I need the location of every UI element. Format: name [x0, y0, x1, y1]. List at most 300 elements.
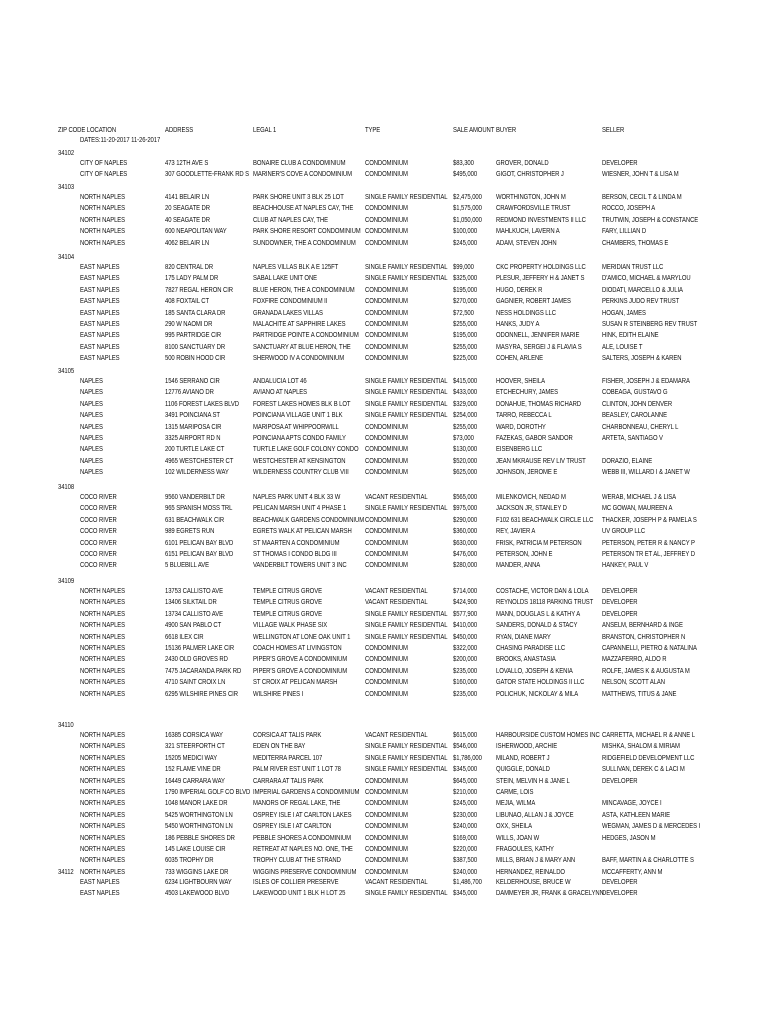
sale-amount-cell: $73,000: [453, 433, 474, 442]
seller-cell: BAFF, MARTIN A & CHARLOTTE S: [602, 855, 694, 865]
legal-cell: RETREAT AT NAPLES NO. ONE, THE: [253, 844, 353, 853]
type-cell: CONDOMINIUM: [365, 169, 408, 179]
type-cell: CONDOMINIUM: [365, 467, 408, 477]
sale-amount-cell: $195,000: [453, 284, 478, 294]
location-cell: EAST NAPLES: [80, 262, 120, 271]
address-cell: 995 PARTRIDGE CIR: [165, 330, 222, 340]
location-cell: COCO RIVER: [80, 560, 117, 570]
legal-cell: OSPREY ISLE I AT CARLTON: [253, 821, 332, 831]
legal-cell: POINCIANA VILLAGE UNIT 1 BLK: [253, 410, 343, 420]
seller-cell: DEVELOPER: [602, 888, 638, 898]
location-cell: NORTH NAPLES: [80, 654, 126, 664]
location-cell: NORTH NAPLES: [80, 203, 126, 213]
legal-cell: MARIPOSA AT WHIPPOORWILL: [253, 421, 339, 431]
zip-code-heading: 34104: [58, 252, 75, 261]
sale-amount-cell: $240,000: [453, 866, 478, 876]
buyer-cell: LIBUNAO, ALLAN J & JOYCE: [496, 809, 574, 819]
type-cell: CONDOMINIUM: [365, 798, 408, 808]
buyer-cell: EISENBERG LLC: [496, 444, 543, 454]
location-cell: NORTH NAPLES: [80, 741, 126, 751]
type-cell: CONDOMINIUM: [365, 688, 408, 698]
header-seller: SELLER: [602, 125, 625, 134]
type-cell: CONDOMINIUM: [365, 319, 408, 328]
sale-amount-cell: $220,000: [453, 844, 478, 853]
seller-cell: PERKINS JUDO REV TRUST: [602, 296, 680, 306]
sale-amount-cell: $1,486,700: [453, 877, 482, 886]
zip-code-heading: 34103: [58, 182, 75, 191]
seller-cell: CAPANNELLI, PIETRO & NATALINA: [602, 643, 697, 652]
sale-amount-cell: $546,000: [453, 741, 478, 751]
seller-cell: ASTA, KATHLEEN MARIE: [602, 809, 671, 819]
address-cell: 307 GOODLETTE-FRANK RD S: [165, 169, 250, 179]
type-cell: SINGLE FAMILY RESIDENTIAL: [365, 273, 448, 283]
legal-cell: PIPER'S GROVE A CONDOMINIUM: [253, 654, 348, 664]
location-cell: NORTH NAPLES: [80, 752, 126, 762]
location-cell: NAPLES: [80, 398, 103, 408]
seller-cell: MATTHEWS, TITUS & JANE: [602, 688, 677, 698]
type-cell: SINGLE FAMILY RESIDENTIAL: [365, 262, 448, 271]
type-cell: CONDOMINIUM: [365, 341, 408, 351]
legal-cell: TEMPLE CITRUS GROVE: [253, 608, 322, 618]
legal-cell: OSPREY ISLE I AT CARLTON LAKES: [253, 809, 352, 819]
sale-amount-cell: $240,000: [453, 821, 478, 831]
address-cell: 4965 WESTCHESTER CT: [165, 455, 234, 465]
sale-amount-cell: $230,000: [453, 809, 478, 819]
address-cell: 631 BEACHWALK CIR: [165, 514, 225, 524]
location-cell: NAPLES: [80, 467, 103, 477]
sale-amount-cell: $450,000: [453, 631, 478, 641]
buyer-cell: CKC PROPERTY HOLDINGS LLC: [496, 262, 586, 271]
buyer-cell: F102 631 BEACHWALK CIRCLE LLC: [496, 514, 594, 524]
seller-cell: RIDGEFIELD DEVELOPMENT LLC: [602, 752, 695, 762]
location-cell: EAST NAPLES: [80, 319, 120, 328]
buyer-cell: WILLS, JOAN W: [496, 832, 540, 842]
address-cell: 408 FOXTAIL CT: [165, 296, 210, 306]
type-cell: CONDOMINIUM: [365, 866, 408, 876]
sale-amount-cell: $255,000: [453, 341, 478, 351]
location-cell: COCO RIVER: [80, 492, 117, 501]
sale-amount-cell: $476,000: [453, 549, 478, 558]
address-cell: 6295 WILSHIRE PINES CIR: [165, 688, 238, 698]
location-cell: NORTH NAPLES: [80, 844, 126, 853]
address-cell: 13753 CALLISTO AVE: [165, 586, 223, 595]
legal-cell: TEMPLE CITRUS GROVE: [253, 586, 322, 595]
sale-amount-cell: $345,000: [453, 764, 478, 774]
sale-amount-cell: $520,000: [453, 455, 478, 465]
type-cell: CONDOMINIUM: [365, 444, 408, 454]
buyer-cell: COSTACHE, VICTOR DAN & LOLA: [496, 586, 589, 595]
seller-cell: HANKEY, PAUL V: [602, 560, 649, 570]
address-cell: 4503 LAKEWOOD BLVD: [165, 888, 230, 898]
location-cell: NORTH NAPLES: [80, 586, 126, 595]
legal-cell: CLUB AT NAPLES CAY, THE: [253, 214, 329, 224]
sale-amount-cell: $255,000: [453, 319, 478, 328]
seller-cell: PETERSON, PETER R & NANCY P: [602, 537, 695, 547]
header-legal: LEGAL 1: [253, 125, 277, 134]
type-cell: CONDOMINIUM: [365, 353, 408, 363]
address-cell: 15136 PALMER LAKE CIR: [165, 643, 235, 652]
sale-amount-cell: $975,000: [453, 503, 478, 513]
sale-amount-cell: $714,000: [453, 586, 478, 595]
legal-cell: CORSICA AT TALIS PARK: [253, 730, 322, 739]
type-cell: CONDOMINIUM: [365, 237, 408, 247]
address-cell: 185 SANTA CLARA DR: [165, 307, 226, 317]
sale-amount-cell: $415,000: [453, 376, 478, 385]
seller-cell: ROCCO, JOSEPH A: [602, 203, 656, 213]
seller-cell: DEVELOPER: [602, 775, 638, 785]
location-cell: EAST NAPLES: [80, 877, 120, 886]
address-cell: 15205 MEDICI WAY: [165, 752, 218, 762]
address-cell: 9560 VANDERBILT DR: [165, 492, 225, 501]
location-cell: NORTH NAPLES: [80, 730, 126, 739]
sale-amount-cell: $235,000: [453, 688, 478, 698]
seller-cell: FISHER, JOSEPH J & EDAMARA: [602, 376, 690, 385]
address-cell: 8100 SANCTUARY DR: [165, 341, 226, 351]
buyer-cell: MAHLKUCH, LAVERN A: [496, 226, 560, 236]
type-cell: VACANT RESIDENTIAL: [365, 597, 428, 607]
seller-cell: UV GROUP LLC: [602, 526, 646, 536]
legal-cell: LAKEWOOD UNIT 1 BLK H LOT 25: [253, 888, 346, 898]
legal-cell: WILSHIRE PINES I: [253, 688, 304, 698]
type-cell: CONDOMINIUM: [365, 560, 408, 570]
legal-cell: NAPLES VILLAS BLK A E 125FT: [253, 262, 339, 271]
address-cell: 145 LAKE LOUISE CIR: [165, 844, 226, 853]
buyer-cell: MILENKOVICH, NEDAD M: [496, 492, 566, 501]
location-cell: EAST NAPLES: [80, 284, 120, 294]
location-cell: NORTH NAPLES: [80, 643, 126, 652]
type-cell: CONDOMINIUM: [365, 549, 408, 558]
legal-cell: ST MAARTEN A CONDOMINIUM: [253, 537, 340, 547]
type-cell: SINGLE FAMILY RESIDENTIAL: [365, 398, 448, 408]
location-cell: CITY OF NAPLES: [80, 158, 128, 167]
header-zip-code-location: ZIP CODE LOCATION: [58, 125, 117, 134]
seller-cell: BERSON, CECIL T & LINDA M: [602, 192, 682, 201]
address-cell: 200 TURTLE LAKE CT: [165, 444, 225, 454]
location-cell: NAPLES: [80, 387, 103, 397]
buyer-cell: STEIN, MELVIN H & JANE L: [496, 775, 570, 785]
legal-cell: BEACHWALK GARDENS CONDOMINIUM: [253, 514, 365, 524]
address-cell: 3325 AIRPORT RD N: [165, 433, 221, 442]
address-cell: 4710 SAINT CROIX LN: [165, 677, 226, 687]
header-sale-amount: SALE AMOUNT: [453, 125, 495, 134]
address-cell: 3491 POINCIANA ST: [165, 410, 220, 420]
location-cell: NORTH NAPLES: [80, 192, 126, 201]
location-cell: NORTH NAPLES: [80, 226, 126, 236]
legal-cell: COACH HOMES AT LIVINGSTON: [253, 643, 342, 652]
seller-cell: ALE, LOUISE T: [602, 341, 643, 351]
type-cell: SINGLE FAMILY RESIDENTIAL: [365, 741, 448, 751]
seller-cell: BEASLEY, CAROLANNE: [602, 410, 667, 420]
seller-cell: DEVELOPER: [602, 608, 638, 618]
buyer-cell: RYAN, DIANE MARY: [496, 631, 551, 641]
address-cell: 6234 LIGHTBOURN WAY: [165, 877, 232, 886]
legal-cell: BONAIRE CLUB A CONDOMINIUM: [253, 158, 346, 167]
seller-cell: ROLFE, JAMES K & AUGUSTA M: [602, 665, 690, 675]
address-cell: 13406 SILKTAIL DR: [165, 597, 217, 607]
buyer-cell: OXX, SHEILA: [496, 821, 533, 831]
legal-cell: PARK SHORE UNIT 3 BLK 25 LOT: [253, 192, 344, 201]
location-cell: NORTH NAPLES: [80, 665, 126, 675]
legal-cell: PIPER'S GROVE A CONDOMINIUM: [253, 665, 348, 675]
location-cell: NORTH NAPLES: [80, 608, 126, 618]
type-cell: CONDOMINIUM: [365, 307, 408, 317]
legal-cell: TROPHY CLUB AT THE STRAND: [253, 855, 341, 865]
buyer-cell: ADAM, STEVEN JOHN: [496, 237, 557, 247]
seller-cell: MC GOWAN, MAUREEN A: [602, 503, 673, 513]
seller-cell: DORAZIO, ELAINE: [602, 455, 653, 465]
location-cell: COCO RIVER: [80, 514, 117, 524]
sale-amount-cell: $195,000: [453, 330, 478, 340]
legal-cell: BLUE HERON, THE A CONDOMINIUM: [253, 284, 355, 294]
address-cell: 6035 TROPHY DR: [165, 855, 214, 865]
sale-amount-cell: $235,000: [453, 665, 478, 675]
buyer-cell: BROOKS, ANASTASIA: [496, 654, 556, 664]
buyer-cell: MILAND, ROBERT J: [496, 752, 550, 762]
buyer-cell: CHASING PARADISE LLC: [496, 643, 566, 652]
legal-cell: VILLAGE WALK PHASE SIX: [253, 620, 328, 630]
legal-cell: PELICAN MARSH UNIT 4 PHASE 1: [253, 503, 347, 513]
sale-amount-cell: $577,900: [453, 608, 478, 618]
legal-cell: ST CROIX AT PELICAN MARSH: [253, 677, 338, 687]
location-cell: NORTH NAPLES: [80, 866, 126, 876]
header-buyer: BUYER: [496, 125, 517, 134]
legal-cell: PALM RIVER EST UNIT 1 LOT 78: [253, 764, 341, 774]
type-cell: CONDOMINIUM: [365, 421, 408, 431]
buyer-cell: WORTHINGTON, JOHN M: [496, 192, 566, 201]
type-cell: CONDOMINIUM: [365, 677, 408, 687]
seller-cell: D'AMICO, MICHAEL & MARYLOU: [602, 273, 691, 283]
sale-amount-cell: $630,000: [453, 537, 478, 547]
location-cell: COCO RIVER: [80, 503, 117, 513]
type-cell: CONDOMINIUM: [365, 665, 408, 675]
sale-amount-cell: $225,000: [453, 353, 478, 363]
type-cell: SINGLE FAMILY RESIDENTIAL: [365, 752, 448, 762]
buyer-cell: HANKS, JUDY A: [496, 319, 540, 328]
buyer-cell: DONAHUE, THOMAS RICHARD: [496, 398, 581, 408]
buyer-cell: JACKSON JR, STANLEY D: [496, 503, 567, 513]
sale-amount-cell: $433,000: [453, 387, 478, 397]
seller-cell: WEBB III, WILLARD I & JANET W: [602, 467, 690, 477]
location-cell: NORTH NAPLES: [80, 688, 126, 698]
address-cell: 290 W NAOMI DR: [165, 319, 213, 328]
legal-cell: MARINER'S COVE A CONDOMINIUM: [253, 169, 352, 179]
location-cell: NAPLES: [80, 433, 103, 442]
type-cell: VACANT RESIDENTIAL: [365, 586, 428, 595]
seller-cell: DEVELOPER: [602, 597, 638, 607]
zip-code-heading: 34102: [58, 148, 75, 157]
seller-cell: FARY, LILLIAN D: [602, 226, 647, 236]
sale-amount-cell: $99,000: [453, 262, 474, 271]
type-cell: CONDOMINIUM: [365, 844, 408, 853]
buyer-cell: MASYRA, SERGEI J & FLAVIA S: [496, 341, 582, 351]
buyer-cell: LOVALLO, JOSEPH & KENIA: [496, 665, 573, 675]
legal-cell: BEACHHOUSE AT NAPLES CAY, THE: [253, 203, 354, 213]
address-cell: 473 12TH AVE S: [165, 158, 209, 167]
type-cell: SINGLE FAMILY RESIDENTIAL: [365, 888, 448, 898]
buyer-cell: MEJIA, WILMA: [496, 798, 536, 808]
address-cell: 600 NEAPOLITAN WAY: [165, 226, 227, 236]
location-cell: NORTH NAPLES: [80, 597, 126, 607]
buyer-cell: HERNANDEZ, REINALDO: [496, 866, 565, 876]
buyer-cell: JOHNSON, JEROME E: [496, 467, 558, 477]
address-cell: 13734 CALLISTO AVE: [165, 608, 223, 618]
type-cell: SINGLE FAMILY RESIDENTIAL: [365, 387, 448, 397]
buyer-cell: NESS HOLDINGS LLC: [496, 307, 556, 317]
buyer-cell: HOOVER, SHEILA: [496, 376, 545, 385]
legal-cell: WIGGINS PRESERVE CONDOMINIUM: [253, 866, 357, 876]
legal-cell: ST THOMAS I CONDO BLDG III: [253, 549, 337, 558]
location-cell: NORTH NAPLES: [80, 821, 126, 831]
location-cell: COCO RIVER: [80, 526, 117, 536]
legal-cell: CARRARA AT TALIS PARK: [253, 775, 324, 785]
legal-cell: TURTLE LAKE GOLF COLONY CONDO: [253, 444, 359, 454]
buyer-cell: WARD, DOROTHY: [496, 421, 546, 431]
legal-cell: PARK SHORE RESORT CONDOMINIUM: [253, 226, 361, 236]
seller-cell: DEVELOPER: [602, 158, 638, 167]
sale-amount-cell: $100,000: [453, 226, 478, 236]
seller-cell: SALTERS, JOSEPH & KAREN: [602, 353, 682, 363]
location-cell: EAST NAPLES: [80, 888, 120, 898]
address-cell: 5 BLUEBILL AVE: [165, 560, 210, 570]
sale-amount-cell: $565,000: [453, 492, 478, 501]
type-cell: CONDOMINIUM: [365, 775, 408, 785]
legal-cell: WELLINGTON AT LONE OAK UNIT 1: [253, 631, 351, 641]
legal-cell: ANDALUCIA LOT 46: [253, 376, 307, 385]
type-cell: CONDOMINIUM: [365, 821, 408, 831]
seller-cell: SULLIVAN, DEREK C & LACI M: [602, 764, 685, 774]
seller-cell: MAZZAFERRO, ALDO R: [602, 654, 667, 664]
legal-cell: NAPLES PARK UNIT 4 BLK 33 W: [253, 492, 341, 501]
location-cell: EAST NAPLES: [80, 296, 120, 306]
zip-code-heading: 34105: [58, 366, 75, 375]
buyer-cell: MILLS, BRIAN J & MARY ANN: [496, 855, 576, 865]
legal-cell: IMPERIAL GARDENS A CONDOMINIUM: [253, 787, 360, 796]
address-cell: 7475 JACARANDA PARK RD: [165, 665, 242, 675]
sale-amount-cell: $72,500: [453, 307, 474, 317]
address-cell: 7827 REGAL HERON CIR: [165, 284, 234, 294]
location-cell: NAPLES: [80, 410, 103, 420]
buyer-cell: DAMMEYER JR, FRANK & GRACELYNN: [496, 888, 604, 898]
legal-cell: MEDITERRA PARCEL 107: [253, 752, 323, 762]
address-cell: 40 SEAGATE DR: [165, 214, 210, 224]
legal-cell: PARTRIDGE POINTE A CONDOMINIUM: [253, 330, 359, 340]
header-dates: DATES:11-20-2017 11-26-2017: [80, 135, 161, 144]
location-cell: COCO RIVER: [80, 549, 117, 558]
zip-code-heading: 34112: [58, 867, 74, 876]
location-cell: NAPLES: [80, 455, 103, 465]
seller-cell: CARRETTA, MICHAEL R & ANNE L: [602, 730, 695, 739]
location-cell: COCO RIVER: [80, 537, 117, 547]
buyer-cell: ETCHECHURY, JAMES: [496, 387, 558, 397]
seller-cell: WEGMAN, JAMES D & MERCEDES I: [602, 821, 701, 831]
seller-cell: MISHKA, SHALOM & MIRIAM: [602, 741, 680, 751]
buyer-cell: GATOR STATE HOLDINGS II LLC: [496, 677, 585, 687]
type-cell: CONDOMINIUM: [365, 526, 408, 536]
legal-cell: SANCTUARY AT BLUE HERON, THE: [253, 341, 351, 351]
sale-amount-cell: $130,000: [453, 444, 478, 454]
address-cell: 1546 SERRANO CIR: [165, 376, 220, 385]
address-cell: 4900 SAN PABLO CT: [165, 620, 222, 630]
legal-cell: FOXFIRE CONDOMINIUM II: [253, 296, 328, 306]
type-cell: CONDOMINIUM: [365, 514, 408, 524]
location-cell: EAST NAPLES: [80, 307, 120, 317]
buyer-cell: FAZEKAS, GABOR SANDOR: [496, 433, 573, 442]
type-cell: CONDOMINIUM: [365, 203, 408, 213]
buyer-cell: REY, JAVIER A: [496, 526, 536, 536]
sale-amount-cell: $615,000: [453, 730, 478, 739]
sale-amount-cell: $245,000: [453, 237, 478, 247]
sale-amount-cell: $495,000: [453, 169, 478, 179]
address-cell: 102 WILDERNESS WAY: [165, 467, 229, 477]
legal-cell: ISLES OF COLLIER PRESERVE: [253, 877, 339, 886]
type-cell: CONDOMINIUM: [365, 284, 408, 294]
buyer-cell: ISHERWOOD, ARCHIE: [496, 741, 558, 751]
seller-cell: ARTETA, SANTIAGO V: [602, 433, 663, 442]
location-cell: EAST NAPLES: [80, 330, 120, 340]
location-cell: NORTH NAPLES: [80, 214, 126, 224]
seller-cell: NELSON, SCOTT ALAN: [602, 677, 666, 687]
legal-cell: SUNDOWNER, THE A CONDOMINIUM: [253, 237, 356, 247]
sale-amount-cell: $169,000: [453, 832, 478, 842]
seller-cell: WIESNER, JOHN T & LISA M: [602, 169, 679, 179]
location-cell: EAST NAPLES: [80, 353, 120, 363]
seller-cell: DEVELOPER: [602, 586, 638, 595]
address-cell: 1790 IMPERIAL GOLF CO BLVD: [165, 787, 251, 796]
buyer-cell: FRAGOULES, KATHY: [496, 844, 554, 853]
buyer-cell: TARRO, REBECCA L: [496, 410, 552, 420]
address-cell: 6101 PELICAN BAY BLVD: [165, 537, 234, 547]
buyer-cell: ODONNELL, JENNIFER MARIE: [496, 330, 580, 340]
address-cell: 12776 AVIANO DR: [165, 387, 214, 397]
buyer-cell: CRAWFORDSVILLE TRUST: [496, 203, 571, 213]
location-cell: NORTH NAPLES: [80, 775, 126, 785]
location-cell: NORTH NAPLES: [80, 620, 126, 630]
address-cell: 500 ROBIN HOOD CIR: [165, 353, 226, 363]
buyer-cell: REYNOLDS 18118 PARKING TRUST: [496, 597, 594, 607]
seller-cell: ANSELM, BERNHARD & INGE: [602, 620, 683, 630]
location-cell: NORTH NAPLES: [80, 798, 126, 808]
sale-amount-cell: $160,000: [453, 677, 478, 687]
type-cell: SINGLE FAMILY RESIDENTIAL: [365, 192, 448, 201]
sale-amount-cell: $322,000: [453, 643, 478, 652]
seller-cell: PETERSON TR ET AL, JEFFREY D: [602, 549, 695, 558]
seller-cell: DIODATI, MARCELLO & JULIA: [602, 284, 683, 294]
address-cell: 733 WIGGINS LAKE DR: [165, 866, 229, 876]
sale-amount-cell: $254,000: [453, 410, 478, 420]
seller-cell: BRANSTON, CHRISTOPHER N: [602, 631, 686, 641]
buyer-cell: JEAN MKRAUSE REV LIV TRUST: [496, 455, 586, 465]
seller-cell: WERAB, MICHAEL J & LISA: [602, 492, 677, 501]
type-cell: CONDOMINIUM: [365, 296, 408, 306]
sale-amount-cell: $200,000: [453, 654, 478, 664]
seller-cell: TRUTWIN, JOSEPH & CONSTANCE: [602, 214, 699, 224]
type-cell: CONDOMINIUM: [365, 455, 408, 465]
buyer-cell: POLICHUK, NICKOLAY & MILA: [496, 688, 579, 698]
address-cell: 5425 WORTHINGTON LN: [165, 809, 233, 819]
type-cell: SINGLE FAMILY RESIDENTIAL: [365, 620, 448, 630]
legal-cell: GRANADA LAKES VILLAS: [253, 307, 323, 317]
address-cell: 4141 BELAIR LN: [165, 192, 210, 201]
buyer-cell: MANDER, ANNA: [496, 560, 541, 570]
sale-amount-cell: $83,300: [453, 158, 474, 167]
legal-cell: PEBBLE SHORES A CONDOMINIUM: [253, 832, 351, 842]
zip-code-heading: 34108: [58, 482, 75, 491]
seller-cell: THACKER, JOSEPH P & PAMELA S: [602, 514, 697, 524]
legal-cell: EDEN ON THE BAY: [253, 741, 306, 751]
sale-amount-cell: $290,000: [453, 514, 478, 524]
zip-code-heading: 34110: [58, 720, 74, 729]
location-cell: NAPLES: [80, 376, 103, 385]
